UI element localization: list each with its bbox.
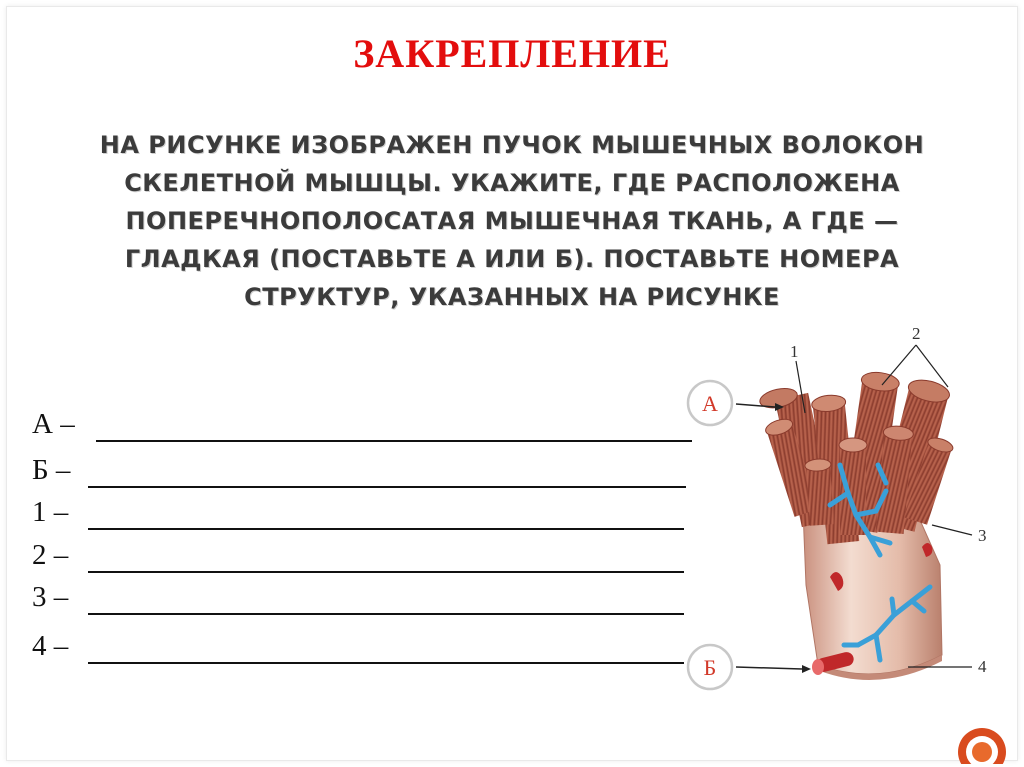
answer-label: 2 –	[32, 539, 69, 571]
answer-blank-3[interactable]	[88, 613, 684, 615]
answer-row-4	[32, 630, 68, 663]
figure-label-1: 1	[790, 342, 799, 361]
answer-label: 4 –	[32, 630, 69, 662]
answer-blank-2[interactable]	[88, 571, 684, 573]
figure-label-4: 4	[978, 657, 987, 676]
task-text	[30, 126, 994, 316]
task-line: НА РИСУНКЕ ИЗОБРАЖЕН ПУЧОК МЫШЕЧНЫХ ВОЛОКОН	[99, 131, 925, 159]
answer-label: Б –	[32, 454, 71, 486]
figure-label-2: 2	[912, 324, 921, 343]
answer-blank-b[interactable]	[88, 486, 686, 488]
answer-label: 3 –	[32, 581, 69, 613]
answer-row-3	[32, 581, 68, 614]
answer-label: А –	[32, 408, 75, 440]
figure-label-3: 3	[978, 526, 987, 545]
slide-title: ЗАКРЕПЛЕНИЕ	[353, 31, 671, 76]
answer-blank-4[interactable]	[88, 662, 684, 664]
answer-row-a	[32, 408, 75, 441]
answer-row-b	[32, 454, 70, 487]
task-line: ГЛАДКАЯ (ПОСТАВЬТЕ А ИЛИ Б). ПОСТАВЬТЕ НОМЕРА	[124, 245, 900, 273]
answer-label: 1 –	[32, 496, 69, 528]
slide-corner-icon	[952, 712, 1010, 764]
muscle-bundle-figure	[680, 315, 1000, 715]
answer-blank-a[interactable]	[96, 440, 692, 442]
task-line: СТРУКТУР, УКАЗАННЫХ НА РИСУНКЕ	[244, 283, 780, 311]
task-line: ПОПЕРЕЧНОПОЛОСАТАЯ МЫШЕЧНАЯ ТКАНЬ, А ГДЕ —	[125, 207, 899, 235]
circle-a-label: А	[702, 391, 718, 416]
circle-b-label: Б	[703, 655, 717, 680]
task-line: СКЕЛЕТНОЙ МЫШЦЫ. УКАЖИТЕ, ГДЕ РАСПОЛОЖЕНА	[124, 169, 900, 197]
answer-row-2	[32, 539, 68, 572]
answer-row-1	[32, 496, 68, 529]
answer-blank-1[interactable]	[88, 528, 684, 530]
